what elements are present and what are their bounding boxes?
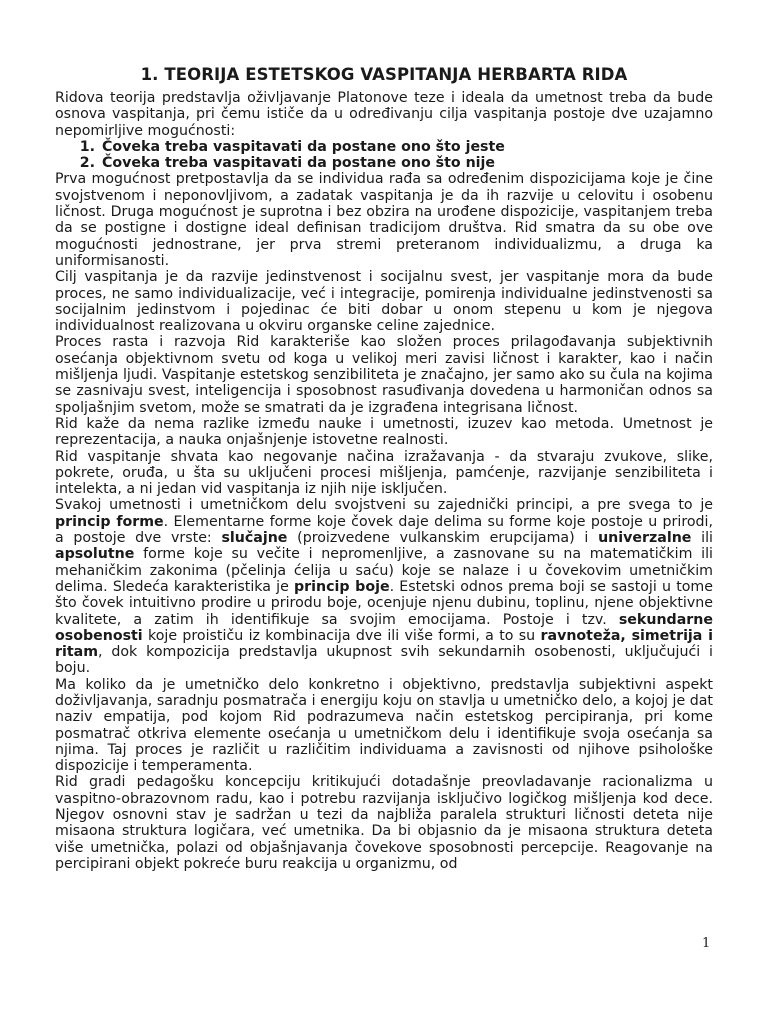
text-run: , dok kompozicija predstavlja ukupnost svih sekundarnih osobenosti, uključujući i boju. <box>55 644 713 677</box>
paragraph-6 <box>55 497 713 676</box>
text-run: ili <box>691 530 713 547</box>
paragraph-intro: Ridova teorija predstavlja oživljavanje Platonove teze i ideala da umetnost treba da bude osnova vaspitanja, pri čemu ističe da u određivanju cilja vaspitanja postoje dve uzajamno nepomirljive mogućnosti: <box>55 90 713 139</box>
paragraph-3: Proces rasta i razvoja Rid karakteriše kao složen proces prilagođavanja subjektivnih osećanja objektivnom svetu od koga u velikoj meri zavisi ličnost i karakter, kao i način mišljenja ljudi. Vaspitanje estetskog senzibiliteta je značajno, jer samo ako su čula na kojima se zasnivaju svest, inteligencija i sposobnost rasuđivanja dovedena u harmoničan odnos sa spoljašnjim svetom, može se smatrati da je izgrađena integrisana ličnost. <box>55 334 713 416</box>
text-run: forme koje su večite i nepromenljive, a zasnovane su na matematičkim ili mehaničkim zakonima (pčelinja ćelija u saću) koje se nalaze i u čovekovim umetničkim delima. Sledeća karakteristika je <box>55 546 713 595</box>
bold-term-apsolutne: apsolutne <box>55 546 135 563</box>
bold-term-princip-forme: princip forme <box>55 513 164 530</box>
list-item: 1. Čoveka treba vaspitavati da postane ono što jeste <box>100 139 713 155</box>
numbered-list <box>55 139 713 172</box>
bold-term-univerzalne: univerzalne <box>598 530 692 547</box>
paragraph-2: Cilj vaspitanja je da razvije jedinstvenost i socijalnu svest, jer vaspitanje mora da bude proces, ne samo individualizacije, već i integracije, pomirenja individualne jedinstvenosti sa socijalnim jedinstvom i pojedinac će biti dobar u onom stepenu u kom je njegova individualnost realizovana u okviru organske celine zajednice. <box>55 269 713 335</box>
paragraph-1: Prva mogućnost pretpostavlja da se individua rađa sa određenim dispozicijama koje je čine svojstvenom i neponovljivom, a zadatak vaspitanja je da ih razvije u celovitu i osobenu ličnost. Druga mogućnost je suprotna i bez obzira na urođene dispozicije, vaspitanjem treba da se postigne i dostigne ideal definisan tradicijom društva. Rid smatra da su obe ove mogućnosti jednostrane, jer prva stremi preteranom individualizmu, a druga ka uniformisanosti. <box>55 171 713 269</box>
paragraph-8: Rid gradi pedagošku koncepciju kritikujući dotadašnje preovladavanje racionalizma u vaspitno-obrazovnom radu, kao i potrebu razvijanja isključivo logičkog mišljenja kod dece. Njegov osnovni stav je sadržan u tezi da najbliža paralela strukturi ličnosti deteta nije misaona struktura logičara, već umetnika. Da bi objasnio da je misaona struktura deteta više umetnička, polazi od objašnjavanja čovekove sposobnosti percepcije. Reagovanje na percipirani objekt pokreće buru reakcija u organizmu, od <box>55 774 713 872</box>
text-run: . Estetski odnos prema boji se sastoji u tome što čovek intuitivno prodire u prirodu boje, ocenjuje njenu dubinu, toplinu, njene objektivne kvalitete, a zatim ih identifikuje sa svojim emocijama. Postoje i tzv. <box>55 578 713 628</box>
text-run: Svakoj umetnosti i umetničkom delu svojstveni su zajednički principi, a pre svega to je <box>55 497 713 514</box>
bold-term-ravnoteza-simetrija-ritam: ravnoteža, simetrija i ritam <box>55 627 714 661</box>
bold-term-sekundarne-osobenosti: sekundarne osobenosti <box>55 611 713 644</box>
document-page <box>55 64 713 872</box>
paragraph-5: Rid vaspitanje shvata kao negovanje načina izražavanja - da stvaraju zvukove, slike, pokrete, oruđa, u šta su uključeni procesi mišljenja, pamćenje, razvijanje senzibiliteta i intelekta, a ni jedan vid vaspitanja iz njih nije isključen. <box>55 448 713 498</box>
paragraph-4: Rid kaže da nema razlike između nauke i umetnosti, izuzev kao metoda. Umetnost je reprezentacija, a nauka onjašnjenje istovetne realnosti. <box>55 415 713 449</box>
text-run: koje proističu iz kombinacija dve ili više formi, a to su <box>142 627 541 644</box>
paragraph-7: Ma koliko da je umetničko delo konkretno i objektivno, predstavlja subjektivni aspekt doživljavanja, saradnju posmatrača i energiju koju on stavlja u umetničko delo, a kojoj je dat naziv empatija, pod kojom Rid podrazumeva način estetskog percipiranja, pri kome posmatrač otkriva elemente osećanja u umetničkom delu i identifikuje svoja osećanja sa njima. Taj proces je različit u različitim individuama a zavisnosti od njihove psihološke dispozicije i temperamenta. <box>55 676 713 775</box>
bold-term-slucajne: slučajne <box>221 530 288 547</box>
bold-term-princip-boje: princip boje <box>294 578 390 595</box>
text-run: . Elementarne forme koje čovek daje delima su forme koje postoje u prirodi, a postoje dve vrste: <box>55 513 713 547</box>
list-item: 2. Čoveka treba vaspitavati da postane ono što nije <box>100 155 713 171</box>
text-run: (proizvedene vulkanskim erupcijama) i <box>287 530 599 547</box>
document-title: 1. TEORIJA ESTETSKOG VASPITANJA HERBARTA RIDA <box>140 65 628 84</box>
page-number: 1 <box>702 936 711 951</box>
